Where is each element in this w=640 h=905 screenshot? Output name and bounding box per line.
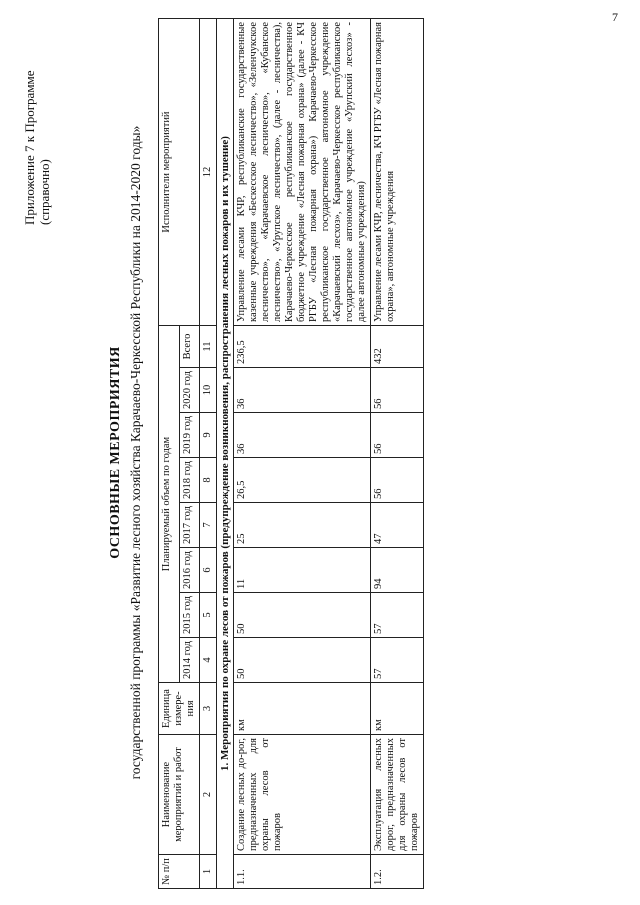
document-subtitle: государственной программы «Развитие лесного хозяйства Карачаево-Черкесской Республики на 2014-2020 годы» xyxy=(128,125,143,780)
annex-line-1: Приложение 7 к Программе xyxy=(22,70,37,225)
row-2015: 50 xyxy=(234,593,371,638)
row-2016: 94 xyxy=(371,548,424,593)
col-number: 2 xyxy=(200,735,217,855)
row-2018: 26,5 xyxy=(234,458,371,503)
annex-note xyxy=(22,15,52,225)
page-number: 7 xyxy=(612,10,618,24)
row-executors: Управление лесами КЧР, республиканские государственные казенные учреждения «Бескесское лесничество», «Зеленчукское лесничество», «Карачаевское лесничество», «Кубанское лесничество», «Урупское лесничество», (далее - лесничества), Карачаево-Черкесское республиканское государственное бюджетное учреждение «Лесная пожарная охрана» (далее - КЧ РГБУ «Лесная пожарная охрана») Карачаево-Черкесское республиканское государственное автономное учреждение «Карачаевский лесхоз», Карачаево-Черкесское республиканское государственное автономное учреждение «Урупский лесхоз» - далее автономные учреждения) xyxy=(234,19,371,326)
col-number: 5 xyxy=(200,593,217,638)
row-name: Эксплуатация лесных дорог, предназначенных для охраны лесов от пожаров xyxy=(371,735,424,855)
col-number: 9 xyxy=(200,413,217,458)
header-row-1 xyxy=(159,19,180,889)
header-2014: 2014 год xyxy=(179,638,200,683)
row-2020: 56 xyxy=(371,368,424,413)
header-planned: Планируемый объем по годам xyxy=(159,326,180,683)
row-2019: 36 xyxy=(234,413,371,458)
section-title: 1. Мероприятия по охране лесов от пожаров (предупреждение возникновения, распространения лесных пожаров и их тушение) xyxy=(217,19,234,889)
column-number-row xyxy=(200,19,217,889)
header-2020: 2020 год xyxy=(179,368,200,413)
header-executors: Исполнители мероприятий xyxy=(159,19,200,326)
col-number: 6 xyxy=(200,548,217,593)
row-unit: км xyxy=(234,683,371,735)
col-number: 11 xyxy=(200,326,217,368)
row-num: 1.1. xyxy=(234,855,371,889)
header-name: Наименование мероприятий и работ xyxy=(159,735,200,855)
col-number: 12 xyxy=(200,19,217,326)
row-executors: Управление лесами КЧР, лесничества, КЧ РГБУ «Лесная пожарная охрана», автономные учреждения xyxy=(371,19,424,326)
row-2014: 57 xyxy=(371,638,424,683)
header-num: № п/п xyxy=(159,855,200,889)
row-name: Создание лесных до-рог, предназначенных для охраны лесов от пожаров xyxy=(234,735,371,855)
header-2018: 2018 год xyxy=(179,458,200,503)
row-2014: 50 xyxy=(234,638,371,683)
row-2016: 11 xyxy=(234,548,371,593)
header-2015: 2015 год xyxy=(179,593,200,638)
col-number: 10 xyxy=(200,368,217,413)
header-2016: 2016 год xyxy=(179,548,200,593)
header-2017: 2017 год xyxy=(179,503,200,548)
row-2017: 25 xyxy=(234,503,371,548)
header-2019: 2019 год xyxy=(179,413,200,458)
section-row xyxy=(217,19,234,889)
row-2020: 36 xyxy=(234,368,371,413)
row-2019: 56 xyxy=(371,413,424,458)
measures-table xyxy=(158,18,424,889)
document-title: ОСНОВНЫЕ МЕРОПРИЯТИЯ xyxy=(108,346,123,559)
annex-line-2: (справочно) xyxy=(37,159,52,225)
row-total: 236,5 xyxy=(234,326,371,368)
table-row xyxy=(234,19,371,889)
row-2017: 47 xyxy=(371,503,424,548)
row-unit: км xyxy=(371,683,424,735)
table-row xyxy=(371,19,424,889)
row-2018: 56 xyxy=(371,458,424,503)
col-number: 7 xyxy=(200,503,217,548)
row-num: 1.2. xyxy=(371,855,424,889)
col-number: 4 xyxy=(200,638,217,683)
col-number: 1 xyxy=(200,855,217,889)
header-unit: Единица измере-ния xyxy=(159,683,200,735)
col-number: 8 xyxy=(200,458,217,503)
col-number: 3 xyxy=(200,683,217,735)
header-total: Всего xyxy=(179,326,200,368)
row-2015: 57 xyxy=(371,593,424,638)
row-total: 432 xyxy=(371,326,424,368)
